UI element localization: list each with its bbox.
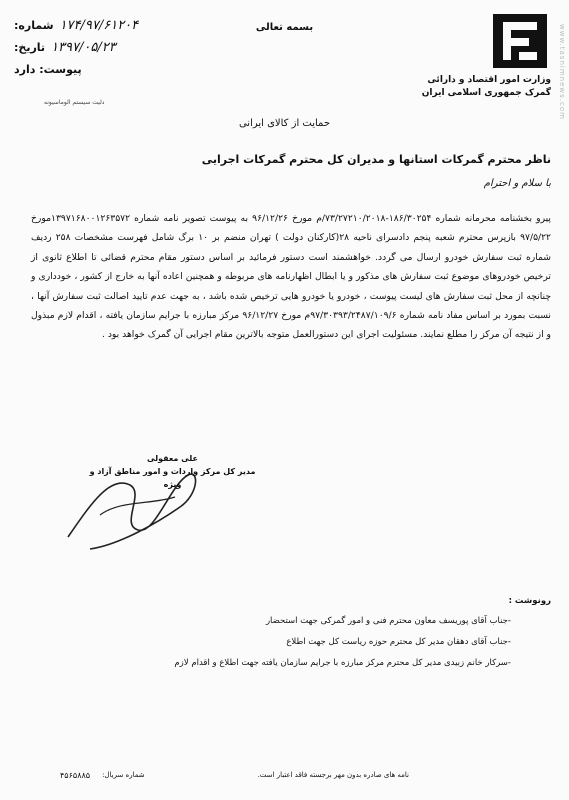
signatory-name: علی معقولی	[147, 454, 198, 463]
org-customs: گمرک جمهوری اسلامی ایران	[421, 88, 551, 98]
footer	[0, 760, 569, 800]
recipient-line: ناظر محترم گمرکات استانها و مدیران کل محترم گمرکات اجرایی	[201, 153, 551, 166]
signatory-title: مدیر کل مرکز واردات و امور مناطق آزاد و ویژه	[89, 467, 256, 489]
cc-section	[31, 596, 551, 679]
date-label: تاریخ:	[14, 40, 46, 54]
date-row	[14, 36, 214, 58]
cc-title: رونوشت :	[508, 596, 551, 606]
cc-item: -جناب آقای دهقان مدیر کل محترم حوزه ریاست کل جهت اطلاع	[286, 637, 511, 647]
letter-meta	[14, 14, 214, 80]
number-value: ۱۷۴/۹۷/۶۱۲۰۴	[59, 17, 139, 33]
body-paragraph: پیرو بخشنامه محرمانه شماره ۱۸۶/۳۰۲۵۴-۷۳/۲۷۲۱۰/۲۰۱۸/م مورخ ۹۶/۱۲/۲۶ به پیوست تصویر نامه شماره ۱۳۹۷۱۶۸۰۰۱۲۶۳۵۷۲مورخ ۹۷/۵/۲۲ بازپرس محترم شعبه پنجم دادسرای ناحیه ۲۸(کارکنان دولت ) تهران منضم بر ۱۰ برگ شامل فهرست مشخصات ۲۵۸ ردیف شماره ثبت سفارش خودرو ارسال می گردد. خواهشمند است دستور فرمائید بر اساس دستور مقام محترم قضائی تا اطلاع ثانوی از ترخیص خودروهای موضوع ثبت سفارش های مذکور و یا ابطال اظهارنامه های مربوطه و همچنین اعاده آنها به خارج از کشور ، خودداری و چنانچه از محل ثبت سفارش های لیست پیوست ، خودرو یا خودرو هایی ترخیص شده باشد ، به جهت عدم تایید اصالت ثبت سفارش آنها ، نسبت بمورد بر اساس مفاد نامه شماره ۹۷/۳۰۳۹۳/۲۴۸۷/۱۰۹/۶م مورخ ۹۶/۱۲/۲۷ مرکز مبارزه با جرایم سازمان یافته ، اقدام لازم مبذول و از نتیجه آن مرکز را مطلع نمایند. مسئولیت اجرای این دستورالعمل متوجه بالاترین مقام اجرایی آن گمرک خواهد بود .	[31, 213, 551, 341]
org-ministry: وزارت امور اقتصاد و دارائی	[427, 75, 551, 85]
footer-note: نامه های صادره بدون مهر برجسته فاقد اعتبار است.	[257, 771, 409, 779]
basmala: بسمه تعالی	[255, 22, 314, 33]
attachment-row	[14, 58, 214, 80]
customs-logo-icon	[489, 12, 551, 70]
cc-item: -جناب آقای پوریسف معاون محترم فنی و امور گمرکی جهت استحضار	[265, 616, 511, 626]
watermark-text: www.tasnimnews.com	[558, 24, 566, 120]
number-label: شماره:	[14, 18, 54, 32]
support-line: حمایت از کالای ایرانی	[238, 118, 331, 129]
greeting: با سلام و احترام	[483, 178, 551, 189]
letter-body	[31, 209, 551, 345]
serial-label: شماره سریال:	[102, 771, 145, 779]
date-value: ۱۳۹۷/۰۵/۲۳	[51, 39, 116, 55]
organization-heading	[422, 74, 551, 100]
serial-value: ۴۵۶۵۸۸۵	[60, 771, 91, 780]
serial-number	[60, 771, 145, 780]
system-note: دلیت سیستم الوماسیونه	[44, 99, 105, 106]
cc-item: -سرکار خانم زبیدی مدیر کل محترم مرکز مبارزه با جرایم سازمان یافته جهت اطلاع و اقدام لازم	[174, 658, 511, 668]
signature-block	[80, 452, 265, 491]
attachment-label: پیوست: دارد	[14, 62, 82, 76]
number-row	[14, 14, 214, 36]
